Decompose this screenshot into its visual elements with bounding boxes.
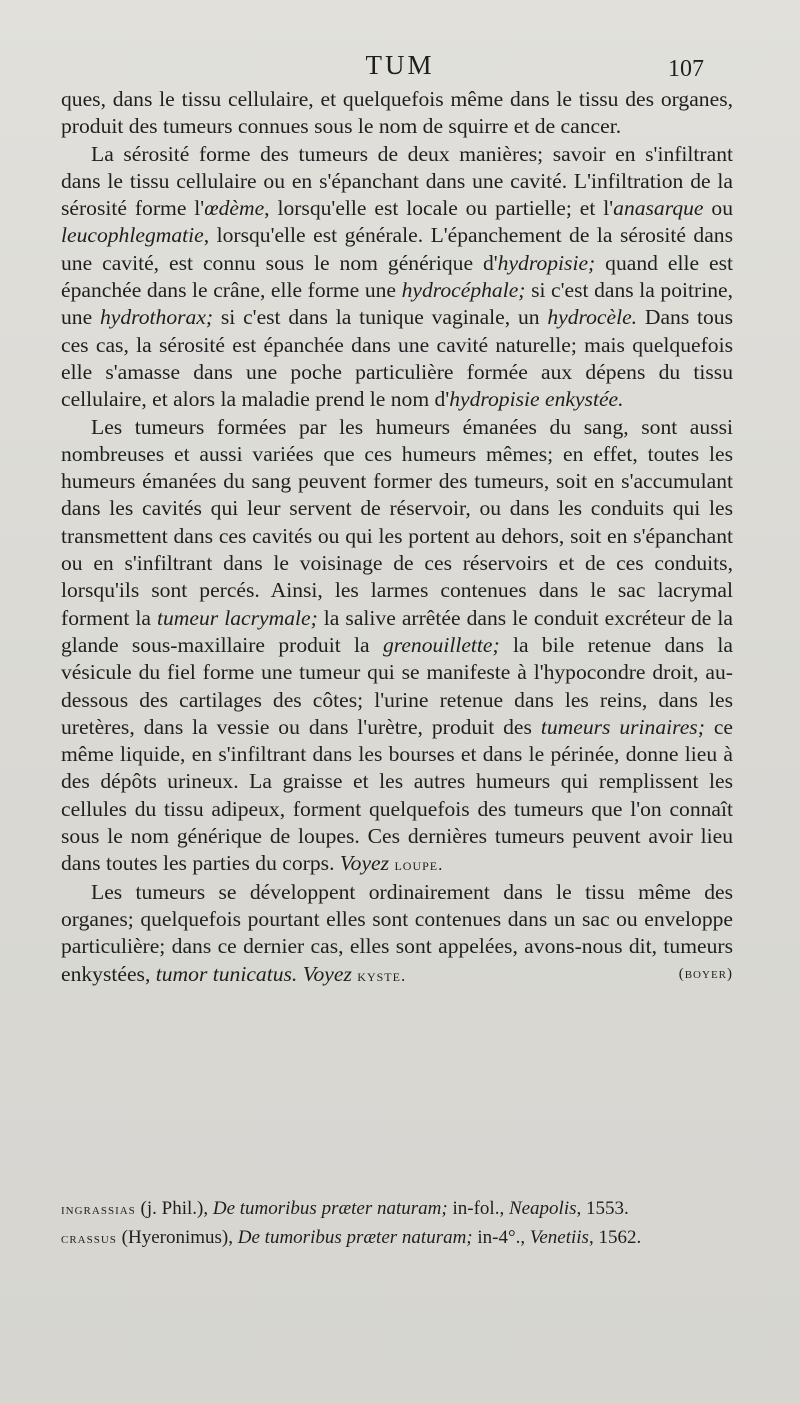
italic-text: hydropisie;: [497, 250, 596, 275]
italic-text: Voyez: [302, 961, 352, 986]
text-run: la bile retenue dans la vésicule du fiel forme une tumeur qui se manifeste à l'hypocondre droit, au-dessous des cartilages des côtes; l'urine retenue dans les reins, dans les uretères, dans la vessie ou dans l'urètre, produit des: [61, 632, 733, 739]
cross-reference: loupe.: [394, 855, 444, 875]
italic-text: hydrocéphale;: [401, 278, 526, 303]
reference-format: in-4°.,: [472, 1227, 530, 1248]
italic-text: grenouillette;: [382, 632, 500, 657]
reference-detail: (Hyeronimus),: [116, 1227, 238, 1248]
italic-text: hydrothorax;: [99, 305, 214, 330]
italic-text: hydropisie enkystée.: [449, 387, 624, 412]
reference-entry: [61, 1227, 733, 1250]
text-run: Les tumeurs se développent ordinairement dans le tissu même des organes; quelquefois pourtant elles sont contenues dans un sac ou enveloppe particulière; dans ce dernier cas, elles sont appelées, avons-nous dit, tumeurs enkystées,: [61, 879, 733, 986]
text-run: si c'est dans la poitrine, une: [61, 278, 733, 330]
reference-place: Neapolis: [508, 1198, 577, 1219]
text-run: Les tumeurs formées par les humeurs émanées du sang, sont aussi nombreuses et aussi variées que ces humeurs mêmes; en effet, toutes les humeurs émanées du sang peuvent former des tumeurs, soit en s'accumulant dans les cavités qui leur servent de réservoir, ou dans les conduits qui les transmettent dans ces cavités ou qui les portent au dehors, soit en s'épanchant ou en s'infiltrant dans le voisinage de ces réservoirs et de ces conduits, lorsqu'ils sont percés. Ainsi, les larmes contenues dans le sac lacrymal forment la: [61, 414, 733, 630]
bibliography: [61, 1198, 733, 1256]
text-run: si c'est dans la tunique vaginale, un: [213, 305, 548, 330]
reference-year: , 1553.: [576, 1198, 629, 1219]
paragraph: [61, 86, 733, 141]
body-text: [61, 86, 733, 989]
text-run: quand elle est épanchée dans le crâne, elle forme une: [61, 250, 734, 303]
italic-text: Voyez: [339, 851, 390, 876]
italic-text: anasarque: [613, 196, 704, 221]
italic-text: tumeur lacrymale;: [157, 605, 318, 630]
text-run: ou: [703, 196, 733, 221]
italic-text: hydrocèle.: [547, 305, 638, 330]
reference-detail: (j. Phil.),: [135, 1198, 213, 1219]
reference-place: Venetiis: [529, 1227, 589, 1248]
running-title: TUM: [365, 50, 435, 80]
text-run: , lorsqu'elle est générale. L'épanchement de la sérosité dans une cavité, est connu sous le nom générique d': [61, 223, 733, 275]
text-run: La sérosité forme des tumeurs de deux manières; savoir en s'infiltrant dans le tissu cellulaire ou en s'épanchant dans une cavité. L'infiltration de la sérosité forme l': [61, 141, 733, 221]
italic-text: leucophlegmatie: [61, 223, 204, 248]
text-run: ce même liquide, en s'infiltrant dans les bourses et dans le périnée, donne lieu à des dépôts urineux. La graisse et les autres humeurs qui remplissent les cellules du tissu adipeux, forment quelquefois des tumeurs que l'on connaît sous le nom générique de loupes. Ces dernières tumeurs peuvent avoir lieu dans toutes les parties du corps.: [61, 714, 733, 876]
reference-entry: [61, 1198, 733, 1221]
paragraph: [61, 141, 733, 414]
text-run: Dans tous ces cas, la sérosité est épanchée dans une cavité naturelle; mais quelquefois elle s'amasse dans une poche particulière formée aux dépens du tissu cellulaire, et alors la maladie prend le nom d': [61, 305, 734, 412]
author-signature: (boyer): [678, 965, 733, 982]
paragraph: [61, 879, 733, 989]
reference-author: crassus: [61, 1231, 117, 1247]
reference-format: in-fol.,: [447, 1198, 509, 1219]
italic-text: œdème: [204, 196, 265, 221]
text-run: ques, dans le tissu cellulaire, et quelquefois même dans le tissu des organes, produit des tumeurs connues sous le nom de squirre et de cancer.: [61, 87, 733, 139]
text-run: , lorsqu'elle est locale ou partielle; et l': [264, 196, 614, 221]
italic-text: tumeurs urinaires;: [540, 714, 705, 739]
italic-text: tumor tunicatus.: [155, 961, 298, 986]
reference-year: , 1562.: [588, 1227, 642, 1248]
page-number: 107: [668, 56, 704, 82]
paragraph: [61, 414, 733, 879]
reference-title: De tumoribus præter naturam;: [212, 1198, 448, 1219]
page-header: [0, 50, 800, 90]
reference-author: ingrassias: [61, 1202, 136, 1218]
reference-title: De tumoribus præter naturam;: [237, 1227, 473, 1248]
cross-reference: kyste.: [357, 965, 407, 985]
text-run: la salive arrêtée dans le conduit excréteur de la glande sous-maxillaire produit la: [61, 605, 733, 657]
